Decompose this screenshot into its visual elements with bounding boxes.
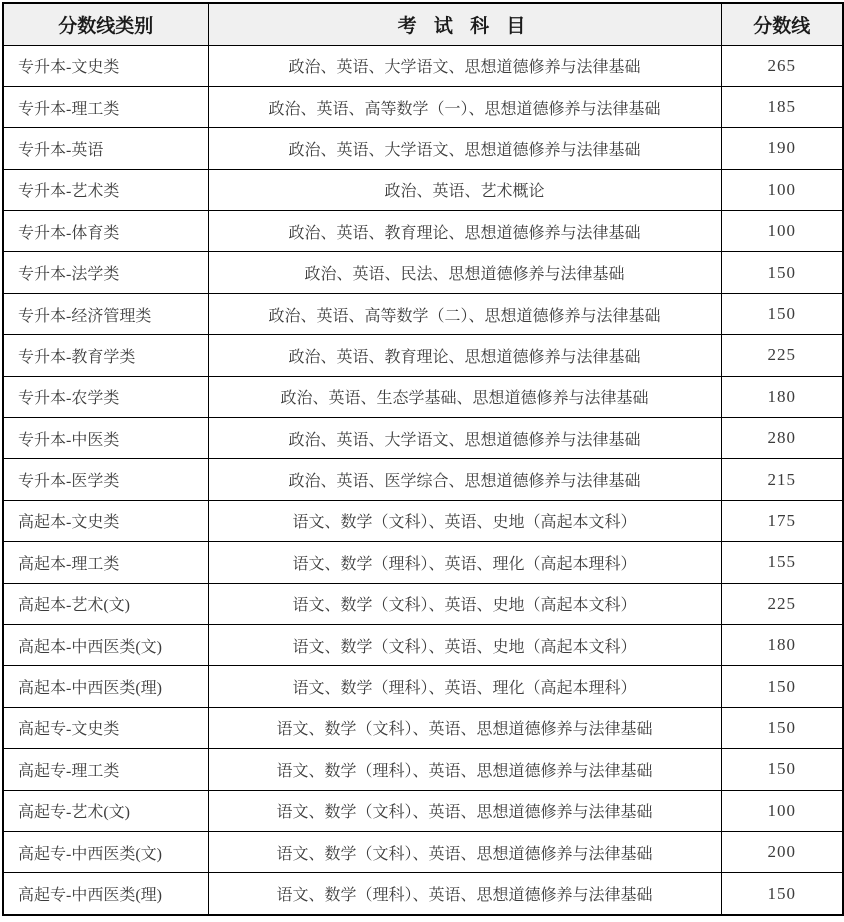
table-row [3, 624, 843, 665]
score-cell: 150 [721, 252, 843, 293]
score-cell: 185 [721, 86, 843, 127]
table-row [3, 418, 843, 459]
subjects-cell: 政治、英语、医学综合、思想道德修养与法律基础 [208, 459, 721, 500]
table-row [3, 459, 843, 500]
table-row [3, 873, 843, 915]
subjects-cell: 政治、英语、艺术概论 [208, 169, 721, 210]
table-row [3, 211, 843, 252]
table-row [3, 831, 843, 872]
score-cell: 100 [721, 790, 843, 831]
category-cell: 高起专-文史类 [3, 707, 208, 748]
score-cell: 150 [721, 749, 843, 790]
header-cell-subjects: 考 试 科 目 [208, 3, 721, 45]
score-cell: 225 [721, 583, 843, 624]
category-cell: 专升本-教育学类 [3, 335, 208, 376]
category-cell: 专升本-中医类 [3, 418, 208, 459]
subjects-cell: 语文、数学（文科）、英语、思想道德修养与法律基础 [208, 707, 721, 748]
table-row [3, 128, 843, 169]
score-cell: 150 [721, 707, 843, 748]
table-row [3, 293, 843, 334]
header-cell-score: 分数线 [721, 3, 843, 45]
table-row [3, 45, 843, 86]
table-row [3, 169, 843, 210]
category-cell: 专升本-农学类 [3, 376, 208, 417]
table-row [3, 790, 843, 831]
category-cell: 专升本-艺术类 [3, 169, 208, 210]
score-cell: 190 [721, 128, 843, 169]
category-cell: 高起本-中西医类(理) [3, 666, 208, 707]
score-cell: 175 [721, 500, 843, 541]
score-cell: 200 [721, 831, 843, 872]
subjects-cell: 政治、英语、大学语文、思想道德修养与法律基础 [208, 45, 721, 86]
category-cell: 专升本-经济管理类 [3, 293, 208, 334]
subjects-cell: 政治、英语、教育理论、思想道德修养与法律基础 [208, 335, 721, 376]
subjects-cell: 语文、数学（理科）、英语、理化（高起本理科） [208, 666, 721, 707]
header-row [3, 3, 843, 45]
score-cell: 100 [721, 211, 843, 252]
score-cell: 150 [721, 873, 843, 915]
table-row [3, 252, 843, 293]
header-cell-category: 分数线类别 [3, 3, 208, 45]
category-cell: 专升本-法学类 [3, 252, 208, 293]
subjects-cell: 语文、数学（文科）、英语、思想道德修养与法律基础 [208, 790, 721, 831]
category-cell: 专升本-医学类 [3, 459, 208, 500]
subjects-cell: 政治、英语、大学语文、思想道德修养与法律基础 [208, 128, 721, 169]
category-cell: 高起专-中西医类(文) [3, 831, 208, 872]
subjects-cell: 政治、英语、高等数学（一）、思想道德修养与法律基础 [208, 86, 721, 127]
table-row [3, 707, 843, 748]
score-line-table [2, 2, 844, 916]
table-row [3, 86, 843, 127]
subjects-cell: 语文、数学（文科）、英语、史地（高起本文科） [208, 500, 721, 541]
category-cell: 专升本-理工类 [3, 86, 208, 127]
category-cell: 专升本-体育类 [3, 211, 208, 252]
subjects-cell: 语文、数学（理科）、英语、思想道德修养与法律基础 [208, 873, 721, 915]
subjects-cell: 语文、数学（理科）、英语、思想道德修养与法律基础 [208, 749, 721, 790]
score-cell: 155 [721, 542, 843, 583]
table-row [3, 376, 843, 417]
score-cell: 180 [721, 624, 843, 665]
table-row [3, 542, 843, 583]
table-row [3, 666, 843, 707]
subjects-cell: 政治、英语、民法、思想道德修养与法律基础 [208, 252, 721, 293]
subjects-cell: 语文、数学（理科）、英语、理化（高起本理科） [208, 542, 721, 583]
table-header [3, 3, 843, 45]
subjects-cell: 政治、英语、教育理论、思想道德修养与法律基础 [208, 211, 721, 252]
subjects-cell: 语文、数学（文科）、英语、史地（高起本文科） [208, 583, 721, 624]
category-cell: 专升本-文史类 [3, 45, 208, 86]
table-row [3, 583, 843, 624]
category-cell: 专升本-英语 [3, 128, 208, 169]
table-row [3, 749, 843, 790]
score-cell: 280 [721, 418, 843, 459]
score-cell: 100 [721, 169, 843, 210]
score-cell: 150 [721, 666, 843, 707]
subjects-cell: 政治、英语、大学语文、思想道德修养与法律基础 [208, 418, 721, 459]
category-cell: 高起本-艺术(文) [3, 583, 208, 624]
table-body [3, 45, 843, 915]
table-row [3, 335, 843, 376]
score-cell: 225 [721, 335, 843, 376]
table-row [3, 500, 843, 541]
subjects-cell: 语文、数学（文科）、英语、思想道德修养与法律基础 [208, 831, 721, 872]
subjects-cell: 语文、数学（文科）、英语、史地（高起本文科） [208, 624, 721, 665]
category-cell: 高起本-中西医类(文) [3, 624, 208, 665]
category-cell: 高起专-理工类 [3, 749, 208, 790]
score-cell: 150 [721, 293, 843, 334]
subjects-cell: 政治、英语、高等数学（二）、思想道德修养与法律基础 [208, 293, 721, 334]
category-cell: 高起本-理工类 [3, 542, 208, 583]
category-cell: 高起专-艺术(文) [3, 790, 208, 831]
score-cell: 265 [721, 45, 843, 86]
category-cell: 高起本-文史类 [3, 500, 208, 541]
subjects-cell: 政治、英语、生态学基础、思想道德修养与法律基础 [208, 376, 721, 417]
category-cell: 高起专-中西医类(理) [3, 873, 208, 915]
score-cell: 180 [721, 376, 843, 417]
score-cell: 215 [721, 459, 843, 500]
